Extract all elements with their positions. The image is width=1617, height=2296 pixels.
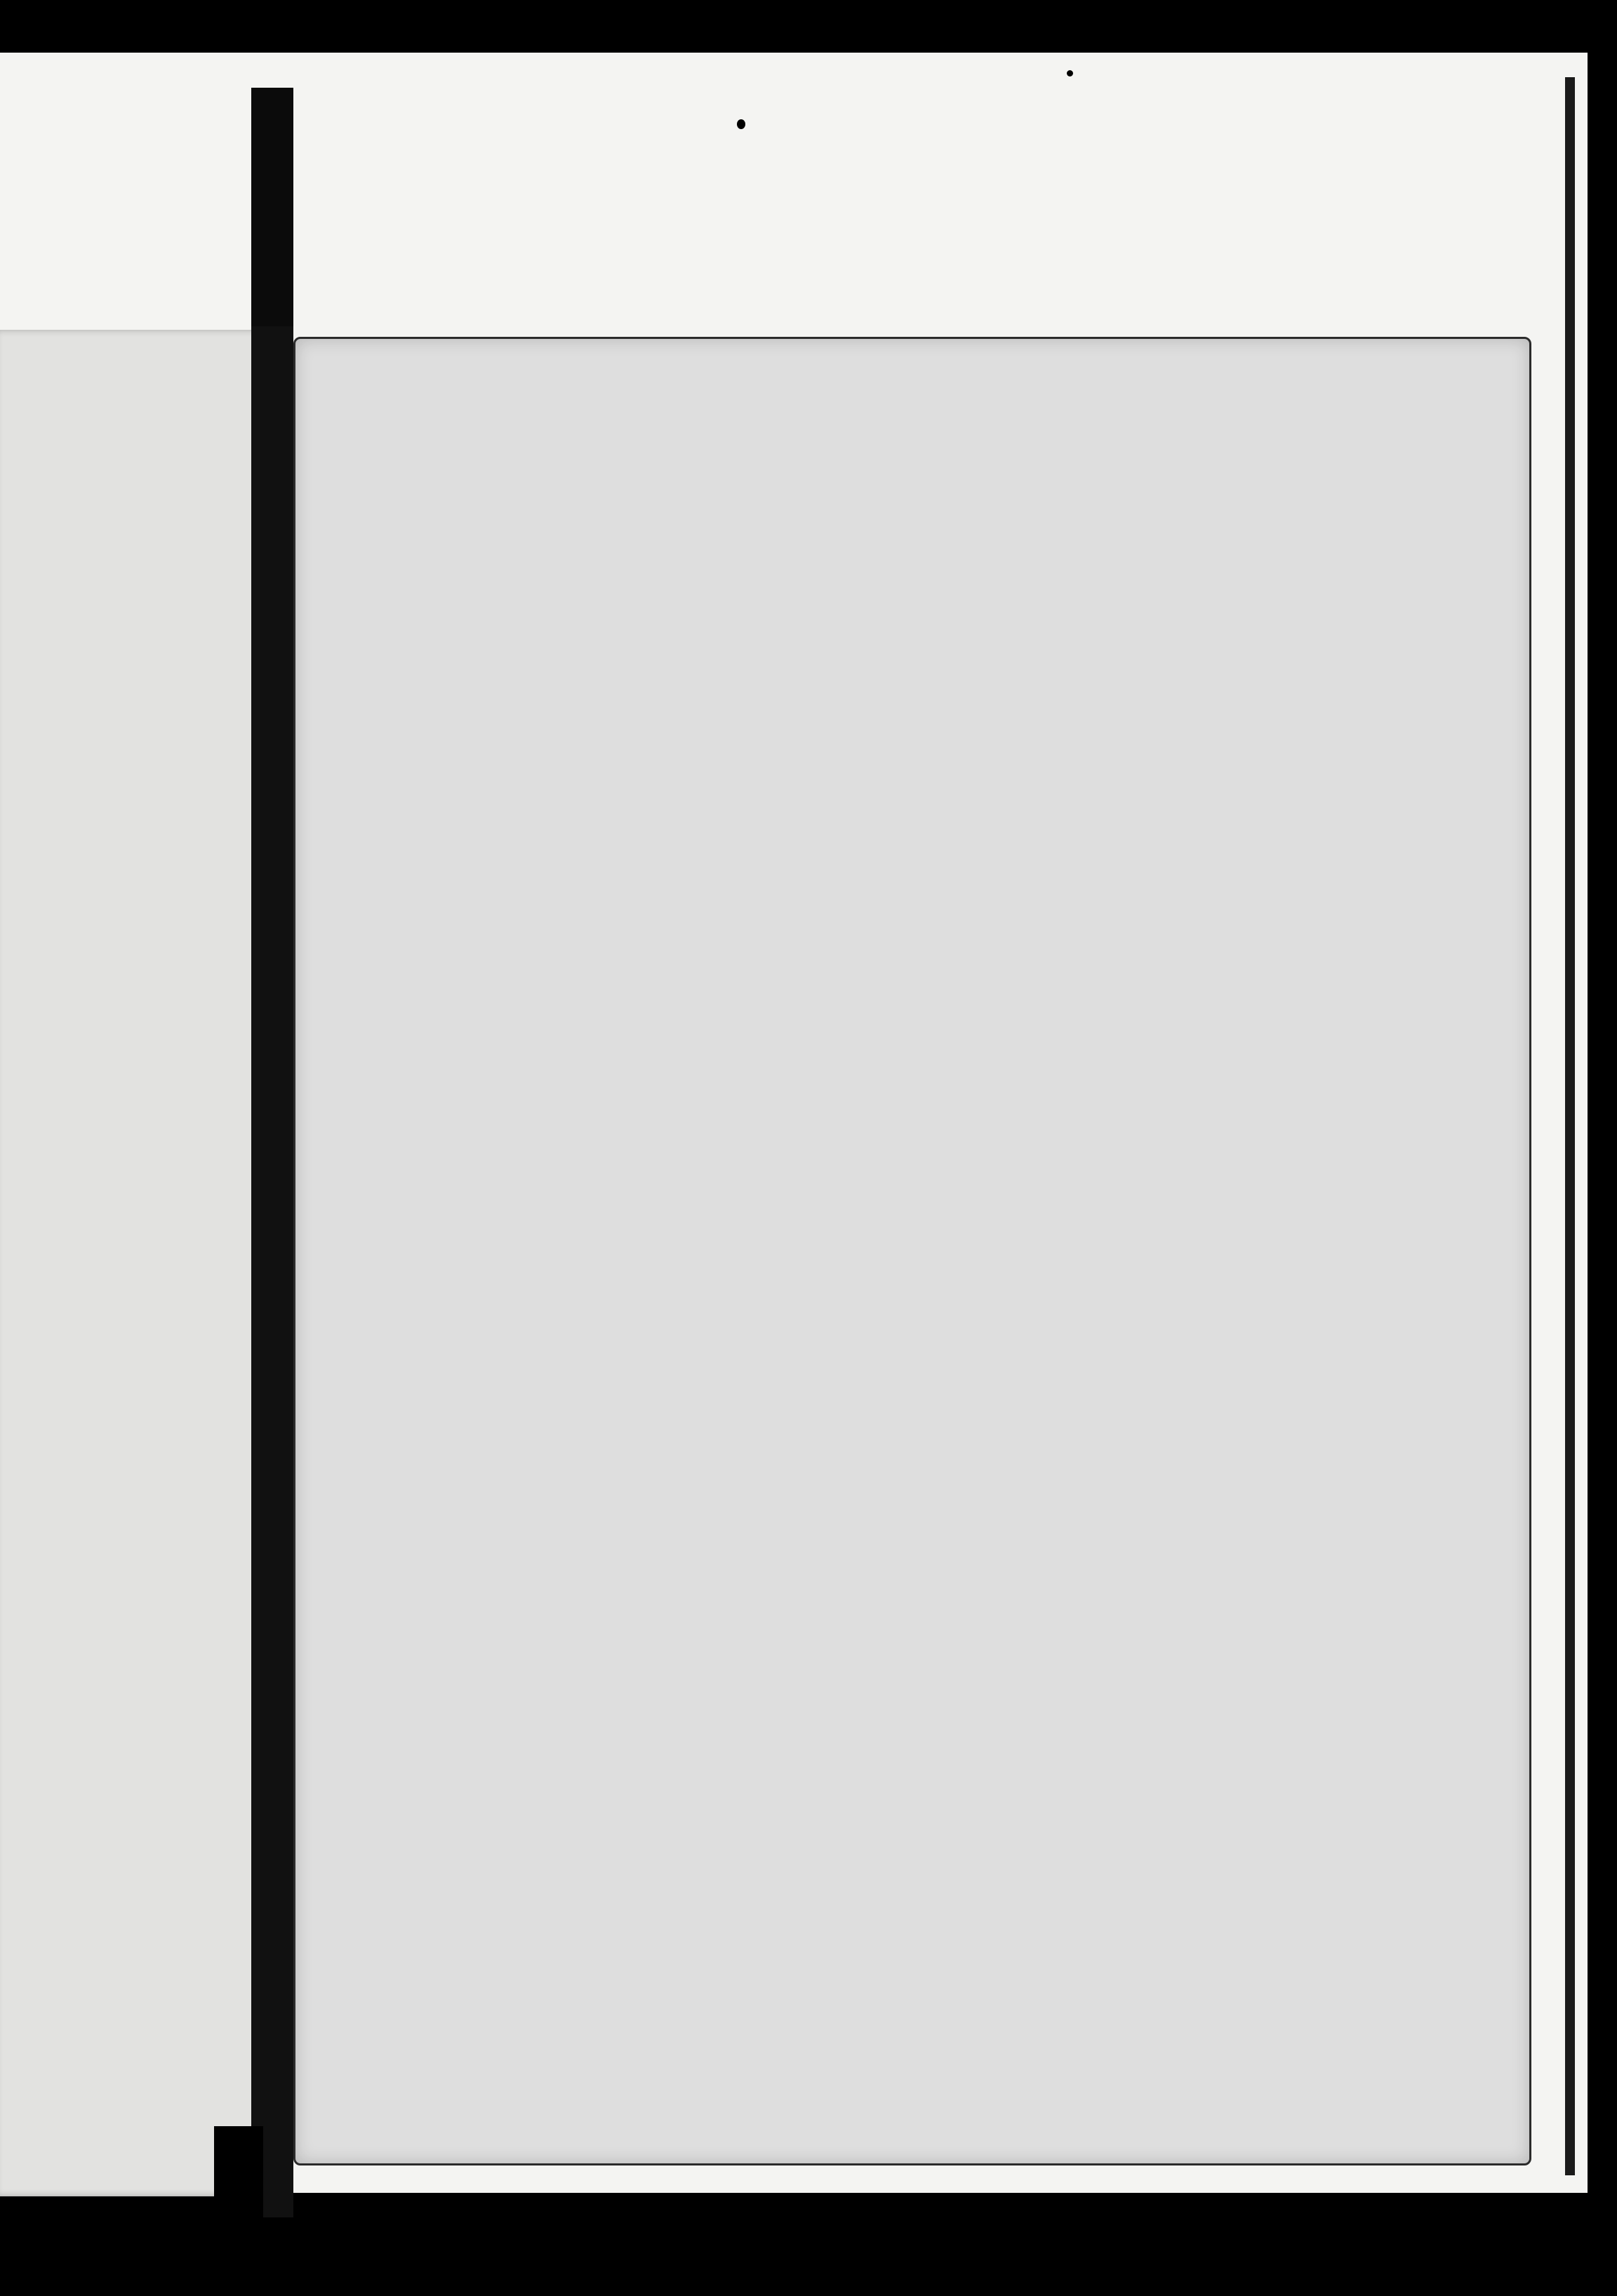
scan-speck bbox=[1365, 2238, 1382, 2254]
scan-speck bbox=[1319, 2210, 1348, 2238]
book-gutter bbox=[251, 88, 293, 2217]
document-page bbox=[293, 337, 1531, 2165]
previous-page-fragment bbox=[0, 330, 277, 2196]
scan-speck bbox=[1067, 70, 1073, 76]
scan-edge bbox=[1565, 77, 1575, 2175]
book-gutter-top bbox=[251, 88, 293, 326]
scan-speck bbox=[737, 119, 745, 129]
book-gutter-stub bbox=[214, 2126, 263, 2217]
page-text bbox=[422, 444, 1355, 448]
